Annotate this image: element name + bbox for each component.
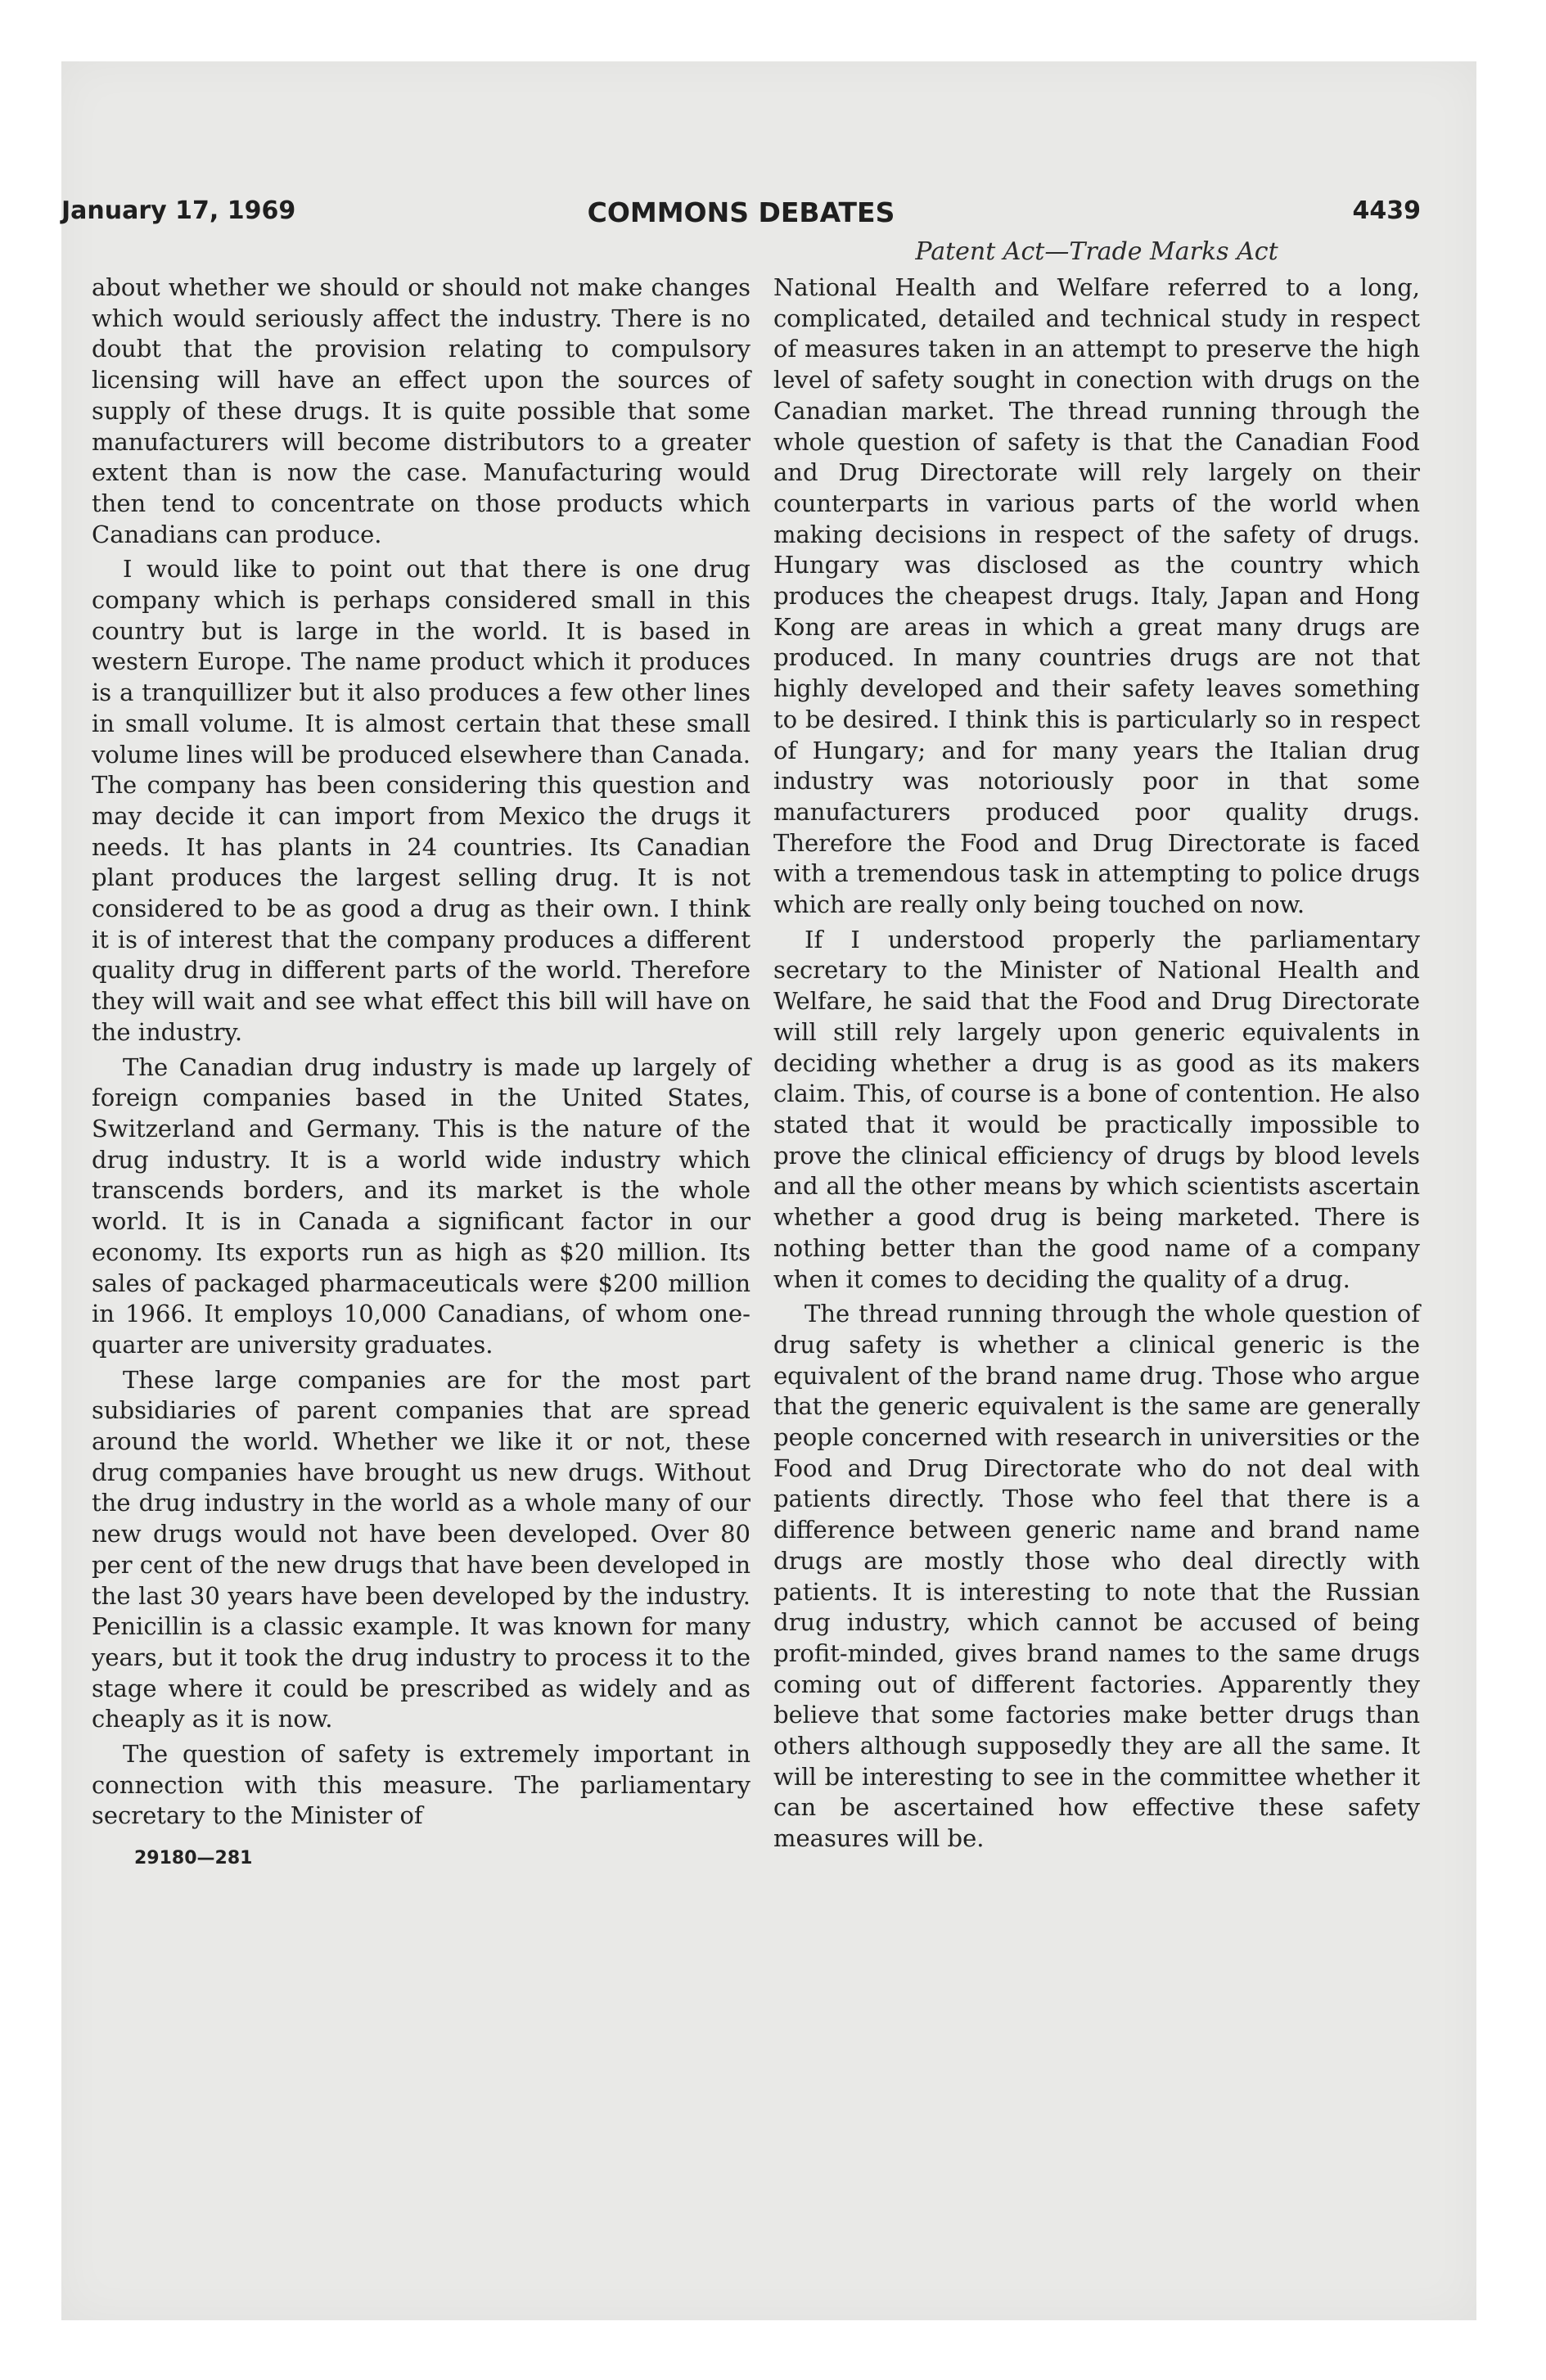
paragraph: The Canadian drug industry is made up largely of foreign companies based in the United States, Switzerland and Germany. This is the nature of the drug industry. It is a world wide industry which transcends borders, and its market is the whole world. It is in Canada a significant factor in our economy. Its exports run as high as $20 million. Its sales of packaged pharmaceuticals were $200 million in 1966. It employs 10,000 Canadians, of whom one-quarter are university graduates. bbox=[92, 1053, 750, 1359]
right-column bbox=[773, 273, 1420, 1855]
paragraph: If I understood properly the parliamentary secretary to the Minister of National Health and Welfare, he said that the Food and Drug Directorate will still rely largely upon generic equivalents in deciding whether a drug is as good as its makers claim. This, of course is a bone of contention. He also stated that it would be practically impossible to prove the clinical efficiency of drugs by blood levels and all the other means by which scientists ascertain whether a good drug is being marketed. There is nothing better than the good name of a company when it comes to deciding the quality of a drug. bbox=[773, 925, 1420, 1293]
header-title: COMMONS DEBATES bbox=[587, 196, 895, 228]
paragraph: The question of safety is extremely important in connection with this measure. The parliamentary secretary to the Minister of bbox=[92, 1740, 750, 1830]
paragraph: The thread running through the whole question of drug safety is whether a clinical generic is the equivalent of the brand name drug. Those who argue that the generic equivalent is the same are generally people concerned with research in universities or the Food and Drug Directorate who do not deal with patients directly. Those who feel that there is a difference between generic name and brand name drugs are mostly those who deal directly with patients. It is interesting to note that the Russian drug industry, which cannot be accused of being profit-minded, gives brand names to the same drugs coming out of different factories. Apparently they believe that some factories make better drugs than others although supposedly they are all the same. It will be interesting to see in the committee whether it can be ascertained how effective these safety measures will be. bbox=[773, 1300, 1420, 1853]
page-header bbox=[61, 196, 1421, 237]
left-column bbox=[92, 273, 750, 1874]
footer-code: 29180—281 bbox=[134, 1848, 253, 1869]
paragraph: about whether we should or should not make changes which would seriously affect the industry. There is no doubt that the provision relating to compulsory licensing will have an effect upon the sources of supply of these drugs. It is quite possible that some manufacturers will become distributors to a greater extent than is now the case. Manufacturing would then tend to concentrate on those products which Canadians can produce. bbox=[92, 273, 750, 548]
section-subhead: Patent Act—Trade Marks Act bbox=[915, 237, 1278, 266]
header-page-number: 4439 bbox=[1352, 196, 1421, 225]
paragraph: I would like to point out that there is one drug company which is perhaps considered small in this country but is large in the world. It is based in western Europe. The name product which it produces is a tranquillizer but it also produces a few other lines in small volume. It is almost certain that these small volume lines will be produced elsewhere than Canada. The company has been considering this question and may decide it can import from Mexico the drugs it needs. It has plants in 24 countries. Its Canadian plant produces the largest selling drug. It is not considered to be as good a drug as their own. I think it is of interest that the company produces a different quality drug in different parts of the world. Therefore they will wait and see what effect this bill will have on the industry. bbox=[92, 555, 750, 1046]
paragraph: National Health and Welfare referred to a long, complicated, detailed and technical study in respect of measures taken in an attempt to preserve the high level of safety sought in conection with drugs on the Canadian market. The thread running through the whole question of safety is that the Canadian Food and Drug Directorate will rely largely on their counterparts in various parts of the world when making decisions in respect of the safety of drugs. Hungary was disclosed as the country which produces the cheapest drugs. Italy, Japan and Hong Kong are areas in which a great many drugs are produced. In many countries drugs are not that highly developed and their safety leaves something to be desired. I think this is particularly so in respect of Hungary; and for many years the Italian drug industry was notoriously poor in that some manufacturers produced poor quality drugs. Therefore the Food and Drug Directorate is faced with a tremendous task in attempting to police drugs which are really only being touched on now. bbox=[773, 273, 1420, 919]
header-date: January 17, 1969 bbox=[61, 196, 296, 225]
paragraph: These large companies are for the most part subsidiaries of parent companies that are spread around the world. Whether we like it or not, these drug companies have brought us new drugs. Without the drug industry in the world as a whole many of our new drugs would not have been developed. Over 80 per cent of the new drugs that have been developed in the last 30 years have been developed by the industry. Penicillin is a classic example. It was known for many years, but it took the drug industry to process it to the stage where it could be prescribed as widely and as cheaply as it is now. bbox=[92, 1365, 751, 1733]
